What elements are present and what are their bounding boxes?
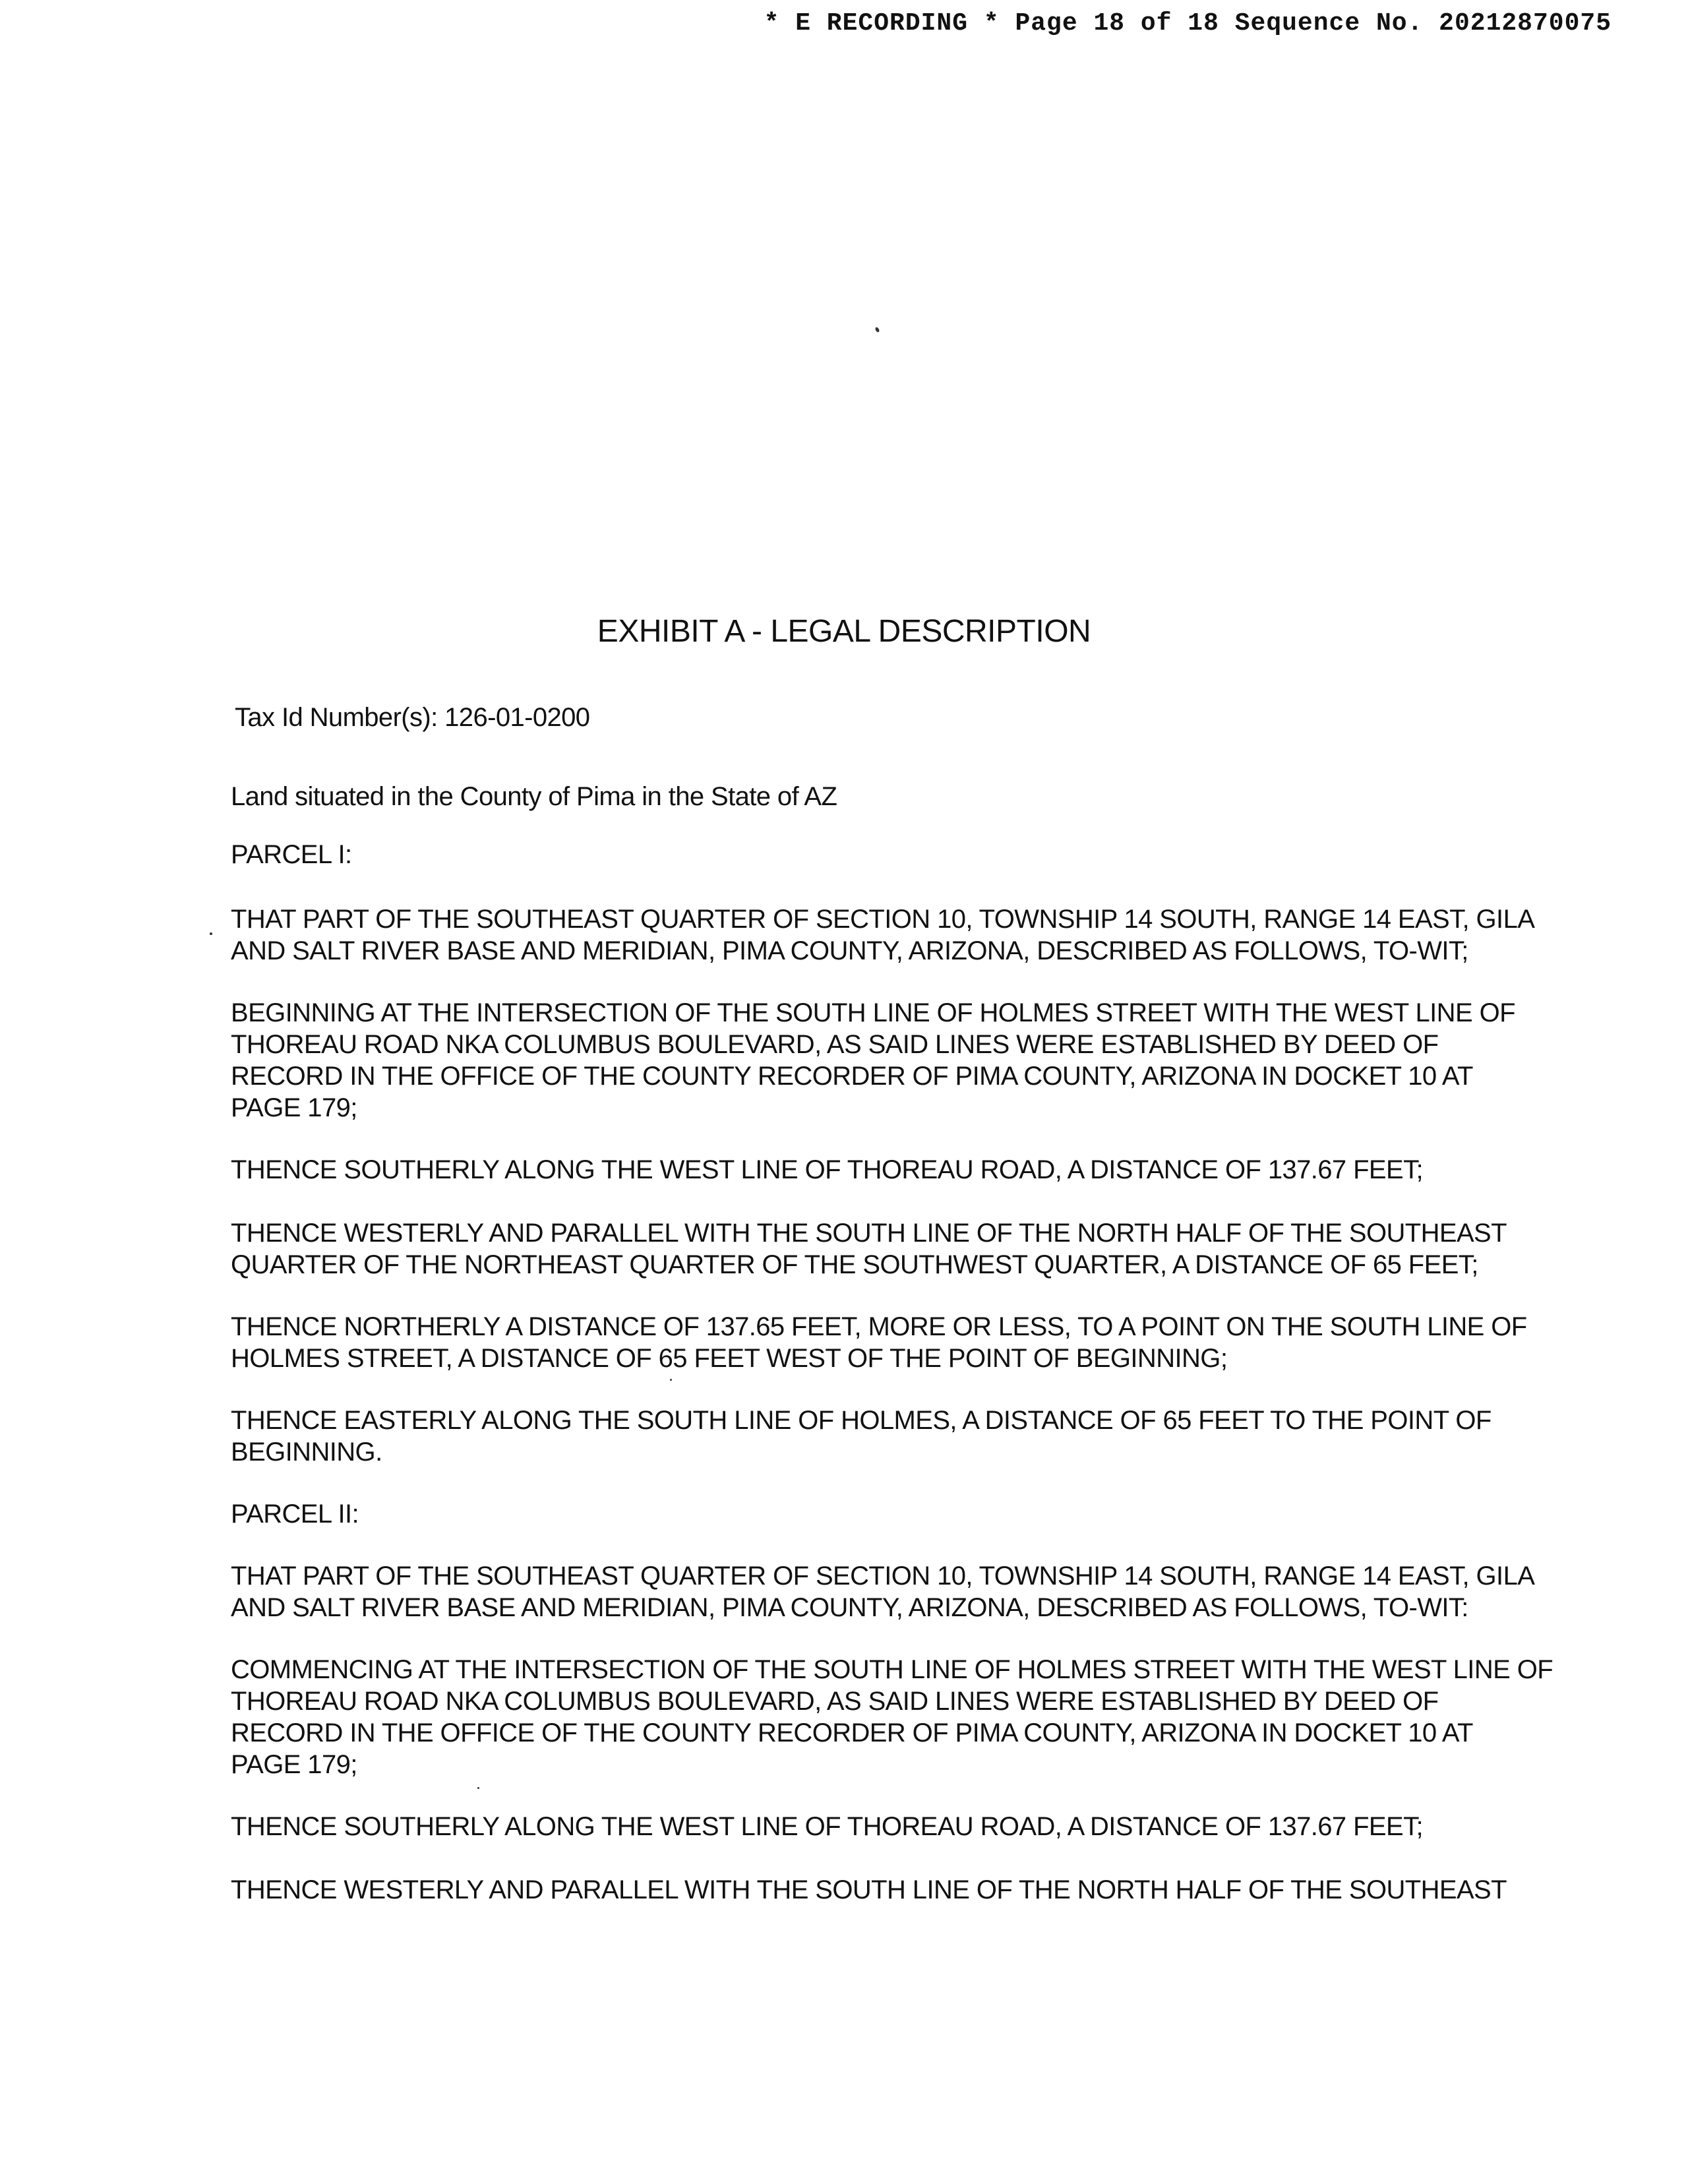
parcel-1-paragraph: BEGINNING AT THE INTERSECTION OF THE SOUTH LINE OF HOLMES STREET WITH THE WEST LINE OF THOREAU ROAD NKA COLUMBUS BOULEVARD, AS SAID LINES WERE ESTABLISHED BY DEED OF RECORD IN THE OFFICE OF THE COUNTY RECORDER OF PIMA COUNTY, ARIZONA IN DOCKET 10 AT PAGE 179; xyxy=(231,998,1515,1122)
parcel-1-paragraph: THENCE WESTERLY AND PARALLEL WITH THE SOUTH LINE OF THE NORTH HALF OF THE SOUTHEAST QUARTER OF THE NORTHEAST QUARTER OF THE SOUTHWEST QUARTER, A DISTANCE OF 65 FEET; xyxy=(231,1219,1507,1279)
page-title: EXHIBIT A - LEGAL DESCRIPTION xyxy=(597,614,1091,649)
parcel-1-paragraph: THENCE EASTERLY ALONG THE SOUTH LINE OF HOLMES, A DISTANCE OF 65 FEET TO THE POINT OF BEGINNING. xyxy=(231,1406,1492,1467)
parcel-1-paragraph: THAT PART OF THE SOUTHEAST QUARTER OF SECTION 10, TOWNSHIP 14 SOUTH, RANGE 14 EAST, GILA AND SALT RIVER BASE AND MERIDIAN, PIMA COUNTY, ARIZONA, DESCRIBED AS FOLLOWS, TO-WIT; xyxy=(231,905,1535,965)
parcel-1-paragraph: THENCE SOUTHERLY ALONG THE WEST LINE OF THOREAU ROAD, A DISTANCE OF 137.67 FEET; xyxy=(231,1155,1423,1184)
parcel-2-heading: PARCEL II: xyxy=(231,1500,359,1529)
parcel-2-paragraph: COMMENCING AT THE INTERSECTION OF THE SOUTH LINE OF HOLMES STREET WITH THE WEST LINE OF THOREAU ROAD NKA COLUMBUS BOULEVARD, AS SAID LINES WERE ESTABLISHED BY DEED OF RECORD IN THE OFFICE OF THE COUNTY RECORDER OF PIMA COUNTY, ARIZONA IN DOCKET 10 AT PAGE 179; xyxy=(231,1655,1553,1779)
parcel-2-paragraph: THENCE SOUTHERLY ALONG THE WEST LINE OF THOREAU ROAD, A DISTANCE OF 137.67 FEET; xyxy=(231,1812,1423,1841)
tax-id-line: Tax Id Number(s): 126-01-0200 xyxy=(235,703,590,732)
parcel-1-heading: PARCEL I: xyxy=(231,840,352,869)
recording-stamp: * E RECORDING * Page 18 of 18 Sequence No. 20212870075 xyxy=(764,9,1612,38)
parcel-1-paragraph: THENCE NORTHERLY A DISTANCE OF 137.65 FEET, MORE OR LESS, TO A POINT ON THE SOUTH LINE OF HOLMES STREET, A DISTANCE OF 65 FEET WEST OF THE POINT OF BEGINNING; xyxy=(231,1312,1527,1373)
parcel-2-paragraph: THENCE WESTERLY AND PARALLEL WITH THE SOUTH LINE OF THE NORTH HALF OF THE SOUTHEAST xyxy=(231,1875,1507,1904)
land-situated-line: Land situated in the County of Pima in the State of AZ xyxy=(231,782,837,811)
parcel-2-paragraph: THAT PART OF THE SOUTHEAST QUARTER OF SECTION 10, TOWNSHIP 14 SOUTH, RANGE 14 EAST, GILA AND SALT RIVER BASE AND MERIDIAN, PIMA COUNTY, ARIZONA, DESCRIBED AS FOLLOWS, TO-WIT: xyxy=(231,1562,1535,1622)
